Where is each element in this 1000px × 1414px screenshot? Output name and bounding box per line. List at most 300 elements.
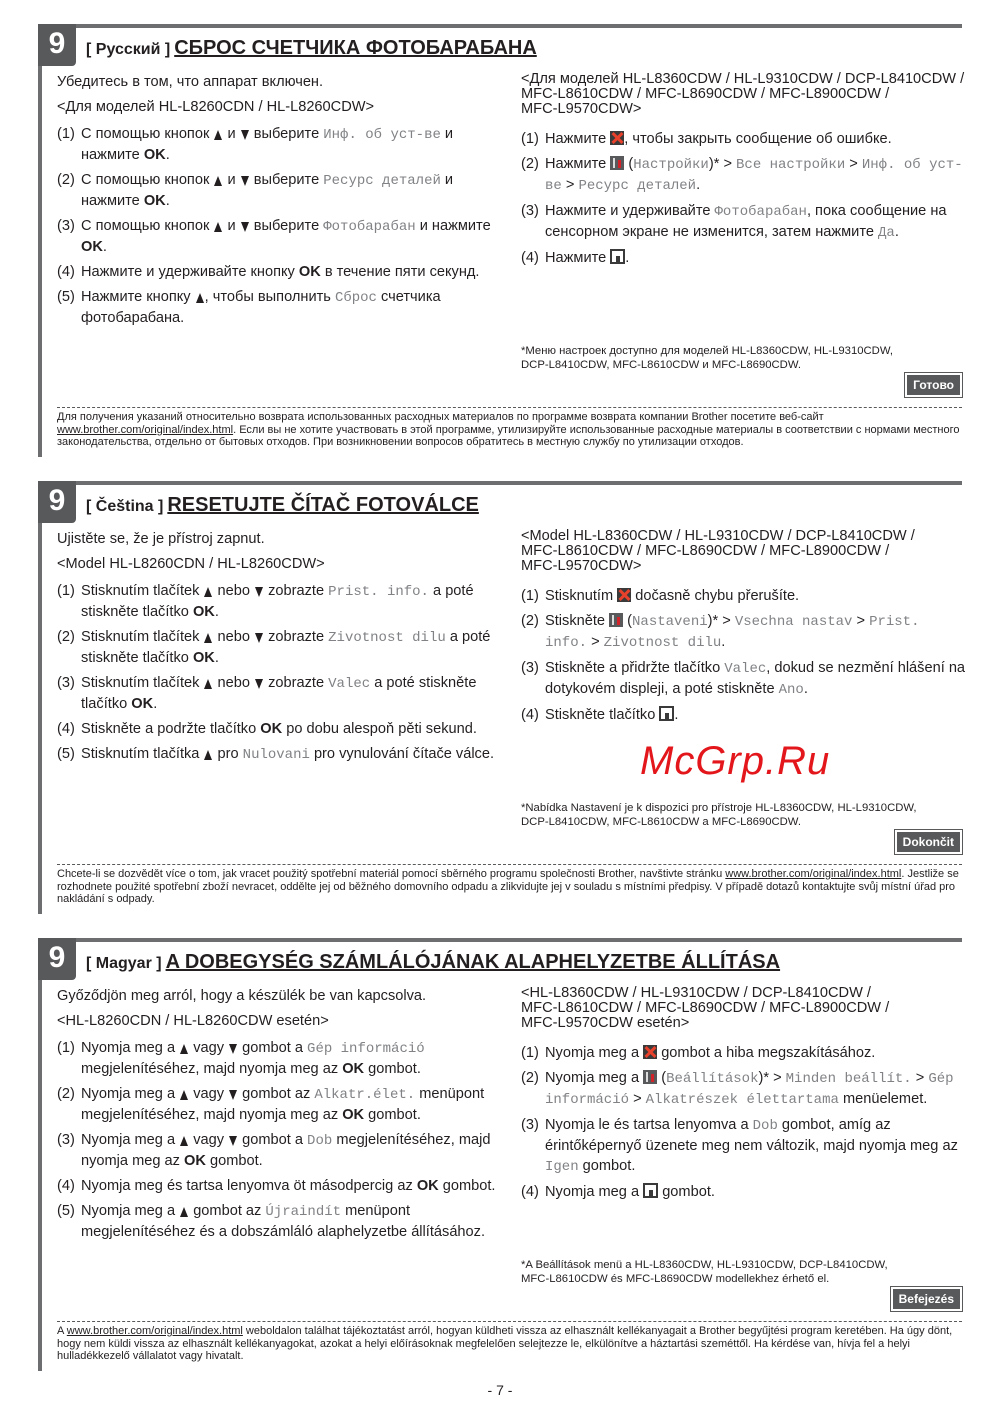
text: zobrazte xyxy=(264,583,329,599)
step-item xyxy=(57,673,507,714)
menu-item-name: Gép információ xyxy=(307,1041,425,1057)
button-name: OK xyxy=(192,604,215,620)
text: . xyxy=(165,147,170,163)
text: gombot a hiba megszakításához. xyxy=(657,1045,876,1061)
step-text xyxy=(81,264,479,280)
up-arrow-icon xyxy=(180,1136,188,1146)
language-label: [ Čeština ] xyxy=(86,498,164,515)
watermark: McGrp.Ru xyxy=(640,739,831,783)
text: Nyomja meg a xyxy=(545,1184,644,1200)
models-panel-right xyxy=(521,986,966,1207)
recycling-notice xyxy=(57,411,962,449)
models-panel-left xyxy=(57,529,507,770)
text: megjelenítéséhez, majd nyomja meg az xyxy=(81,1132,491,1169)
menu-item-name: Все настройки xyxy=(736,157,846,173)
step-item xyxy=(521,586,966,606)
step-item xyxy=(521,129,966,149)
step-number: (1) xyxy=(57,1040,75,1056)
text: > xyxy=(629,1091,646,1107)
step-number: (1) xyxy=(521,1045,539,1061)
text: Stiskněte a přidržte tlačítko xyxy=(545,660,725,676)
text: > xyxy=(845,156,862,172)
text: > xyxy=(911,1070,929,1086)
down-arrow-icon xyxy=(229,1044,237,1054)
footnote: *Nabídka Nastavení je k dispozici pro přístroje HL-L8360CDW, HL-L9310CDW, DCP-L8410CDW, MFC-L8610CDW a MFC-L8690CDW. xyxy=(521,802,917,828)
step-number: (1) xyxy=(57,126,75,142)
menu-item-name: Сброс xyxy=(334,290,377,306)
text: nebo xyxy=(213,629,255,645)
step-text xyxy=(545,1045,875,1061)
menu-item-name: Zivotnost dilu xyxy=(603,635,722,651)
text: и нажмите xyxy=(81,126,454,163)
text: vagy xyxy=(189,1040,229,1056)
step-number: (2) xyxy=(57,629,75,645)
model-list: <HL-L8260CDN / HL-L8260CDW esetén> xyxy=(57,1013,329,1029)
menu-item-name: Alkatr.élet. xyxy=(314,1087,416,1103)
step-text xyxy=(81,629,490,666)
up-arrow-icon xyxy=(214,176,222,186)
text: a poté stiskněte tlačítko xyxy=(81,583,474,620)
step-number: (3) xyxy=(521,1117,539,1133)
text: )* > xyxy=(758,1070,786,1086)
section-title xyxy=(86,951,780,974)
text: , чтобы выполнить xyxy=(204,289,335,305)
step-item xyxy=(57,1201,507,1242)
text: Nyomja le és tartsa lenyomva a xyxy=(545,1117,753,1133)
brother-link[interactable]: www.brother.com/original/index.html xyxy=(57,423,234,436)
dashed-divider xyxy=(57,864,962,865)
text: выберите xyxy=(249,218,324,234)
button-name: OK xyxy=(131,696,154,712)
text: и xyxy=(223,218,240,234)
step-number-badge: 9 xyxy=(38,481,76,523)
text: . xyxy=(721,634,726,650)
menu-item-name: Dob xyxy=(752,1118,778,1134)
step-text xyxy=(81,1086,484,1123)
step-number: (4) xyxy=(521,250,539,266)
text: nebo xyxy=(213,583,255,599)
brother-link[interactable]: www.brother.com/original/index.html xyxy=(725,868,902,880)
text: С помощью кнопок xyxy=(81,218,214,234)
down-arrow-icon xyxy=(255,679,263,689)
step-item xyxy=(521,1068,966,1110)
button-name: OK xyxy=(192,650,215,666)
section-top-rule xyxy=(38,938,962,942)
text: счетчика фотобарабана. xyxy=(81,289,441,326)
step-item xyxy=(57,719,507,739)
step-number: (2) xyxy=(521,1070,539,1086)
menu-item-name: Инф. об уст-ве xyxy=(545,157,963,194)
model-list: <Для моделей HL-L8260CDN / HL-L8260CDW> xyxy=(57,99,375,115)
text: и нажмите xyxy=(81,172,454,209)
step-number: (4) xyxy=(57,721,75,737)
models-panel-right xyxy=(521,529,966,730)
step-text xyxy=(545,156,963,193)
settings-icon xyxy=(610,156,624,170)
text: и нажмите xyxy=(415,218,491,234)
text: , пока сообщение на сенсорном экране не изменится, затем нажмите xyxy=(545,203,947,240)
text: gombot a xyxy=(238,1132,308,1148)
step-number: (4) xyxy=(57,264,75,280)
text: gombot. xyxy=(578,1158,636,1174)
text: . xyxy=(102,239,107,255)
menu-item-name: Beállítások xyxy=(666,1071,759,1087)
up-arrow-icon xyxy=(196,293,204,303)
text: gombot. xyxy=(438,1178,496,1194)
cancel-x-icon xyxy=(610,131,624,145)
section-heading: СБРОС СЧЕТЧИКА ФОТОБАРАБАНА xyxy=(174,37,537,59)
home-icon xyxy=(643,1183,658,1198)
down-arrow-icon xyxy=(241,222,249,232)
text: gombot. xyxy=(364,1107,421,1123)
text: Нажмите кнопку xyxy=(81,289,195,305)
recycling-notice xyxy=(57,868,962,906)
down-arrow-icon xyxy=(255,587,263,597)
text: gombot, amíg az érintőképernyő üzenete meg nem változik, majd nyomja meg az xyxy=(545,1117,958,1154)
step-number: (3) xyxy=(57,675,75,691)
step-number: (4) xyxy=(521,707,539,723)
text: выберите xyxy=(249,126,324,142)
text: Нажмите и удерживайте xyxy=(545,203,715,219)
section-left-rule xyxy=(38,481,42,914)
step-number: (2) xyxy=(57,172,75,188)
text: и xyxy=(223,172,240,188)
text: ( xyxy=(623,613,633,629)
menu-item-name: Valec xyxy=(724,661,767,677)
text: Nyomja meg a xyxy=(81,1203,180,1219)
down-arrow-icon xyxy=(229,1136,237,1146)
step-item xyxy=(57,287,507,328)
up-arrow-icon xyxy=(180,1207,188,1217)
notice-text: Для получения указаний относительно возврата использованных расходных материалов по программе возврата компании Brother посетите веб-сайт xyxy=(57,411,824,423)
up-arrow-icon xyxy=(180,1090,188,1100)
dashed-divider xyxy=(57,1321,962,1322)
section-left-rule xyxy=(38,938,42,1371)
up-arrow-icon xyxy=(214,222,222,232)
menu-item-name: Dob xyxy=(307,1133,333,1149)
text: > xyxy=(561,177,579,193)
text: pro xyxy=(213,746,243,762)
text: gombot. xyxy=(205,1153,263,1169)
section-title xyxy=(86,494,479,517)
step-item xyxy=(57,1084,507,1125)
text: . xyxy=(625,250,630,266)
cancel-x-icon xyxy=(643,1045,657,1059)
text: Nyomja meg a xyxy=(81,1086,180,1102)
step-item xyxy=(521,154,966,196)
step-item xyxy=(521,1182,966,1202)
step-text xyxy=(81,583,474,620)
button-name: OK xyxy=(260,721,283,737)
text: > xyxy=(852,613,870,629)
step-item xyxy=(57,744,507,765)
step-number: (5) xyxy=(57,746,75,762)
step-item xyxy=(57,1130,507,1171)
step-number: (3) xyxy=(57,1132,75,1148)
menu-item-name: Újraindít xyxy=(265,1204,342,1220)
text: Stiskněte a podržte tlačítko xyxy=(81,721,261,737)
text: nebo xyxy=(213,675,255,691)
section-title xyxy=(86,37,537,60)
button-name: OK xyxy=(298,264,321,280)
text: zobrazte xyxy=(264,629,329,645)
text: Nyomja meg és tartsa lenyomva öt másodpercig az xyxy=(81,1178,417,1194)
button-name: OK xyxy=(143,147,166,163)
step-text xyxy=(81,126,453,163)
step-item xyxy=(57,1176,507,1196)
menu-item-name: Ресурс деталей xyxy=(578,178,697,194)
step-number: (3) xyxy=(521,660,539,676)
step-text xyxy=(545,588,799,604)
menu-item-name: Prist. info. xyxy=(545,614,920,651)
models-panel-right xyxy=(521,72,966,273)
step-item xyxy=(57,262,507,282)
step-text xyxy=(81,1132,490,1169)
step-text xyxy=(545,131,892,147)
step-number: (2) xyxy=(521,156,539,172)
model-list: <Model HL-L8360CDW / HL-L9310CDW / DCP-L8410CDW / MFC-L8610CDW / MFC-L8690CDW / MFC-L8900CDW / MFC-L9570CDW> xyxy=(521,528,915,574)
text: Stiskněte tlačítko xyxy=(545,707,660,723)
text: gombot a xyxy=(238,1040,308,1056)
step-text xyxy=(545,1117,958,1174)
settings-icon xyxy=(609,613,623,627)
language-label: [ Русский ] xyxy=(86,41,171,58)
text: . xyxy=(153,696,158,712)
menu-item-name: Настройки xyxy=(633,157,709,173)
text: vagy xyxy=(189,1086,229,1102)
brother-link[interactable]: www.brother.com/original/index.html xyxy=(66,1325,243,1337)
step-item xyxy=(57,627,507,668)
intro-text: Убедитесь в том, что аппарат включен. xyxy=(57,74,324,90)
text: ( xyxy=(657,1070,667,1086)
notice-text: Chcete-li se dozvědět více o tom, jak vracet použitý spotřební materiál pomocí sběrného programu společnosti Brother, navštivte stránku xyxy=(57,868,726,880)
down-arrow-icon xyxy=(255,633,263,643)
text: pro vynulování čítače válce. xyxy=(309,746,495,762)
step-text xyxy=(545,660,965,697)
intro-text: Ujistěte se, že je přístroj zapnut. xyxy=(57,531,265,547)
step-text xyxy=(81,1178,496,1194)
section-2 xyxy=(38,938,962,1371)
text: Stiskněte xyxy=(545,613,610,629)
step-number: (1) xyxy=(57,583,75,599)
text: gombot az xyxy=(189,1203,266,1219)
text: menüelemet. xyxy=(838,1091,928,1107)
menu-item-name: Vsechna nastav xyxy=(734,614,853,630)
text: Stisknutím tlačítek xyxy=(81,629,204,645)
text: , чтобы закрыть сообщение об ошибке. xyxy=(624,131,892,147)
text: . xyxy=(674,707,679,723)
step-text xyxy=(545,613,920,650)
model-list: <Для моделей HL-L8360CDW / HL-L9310CDW / DCP-L8410CDW / MFC-L8610CDW / MFC-L8690CDW / MFC-L8900CDW / MFC-L9570CDW> xyxy=(521,71,965,117)
section-heading: RESETUJTE ČÍTAČ FOTOVÁLCE xyxy=(167,494,479,516)
text: dočasně chybu přerušíte. xyxy=(631,588,800,604)
notice-text: . Jestliže se rozhodnete použité spotřební zboží nevracet, oddělte jej od běžného domovního odpadu a zlikvidujte jej v souladu s místními předpisy. V případě dotazů kontaktujte svůj místní úřad pro nakládání s odpady. xyxy=(57,868,959,905)
down-arrow-icon xyxy=(229,1090,237,1100)
text: . xyxy=(803,681,808,697)
text: )* > xyxy=(707,613,735,629)
step-item xyxy=(521,248,966,268)
section-heading: A DOBEGYSÉG SZÁMLÁLÓJÁNAK ALAPHELYZETBE ÁLLÍTÁSA xyxy=(165,951,781,973)
menu-item-name: Nastaveni xyxy=(632,614,708,630)
step-text xyxy=(545,1184,715,1200)
notice-text: . Если вы не хотите участвовать в этой программе, утилизируйте использованные расходные материалы в соответствии с нормами местного законодательства, отдельно от бытовых отходов. При возникновении вопросов обратитесь в местную службу по утилизации отходов. xyxy=(57,423,960,448)
menu-item-name: Инф. об уст-ве xyxy=(323,127,441,143)
step-number: (1) xyxy=(521,588,539,604)
button-name: OK xyxy=(143,193,166,209)
step-number: (5) xyxy=(57,289,75,305)
menu-item-name: Minden beállít. xyxy=(785,1071,912,1087)
text: megjelenítéséhez, majd nyomja meg az xyxy=(81,1061,343,1077)
text: Nyomja meg a xyxy=(545,1045,644,1061)
text: . xyxy=(696,177,701,193)
section-top-rule xyxy=(38,481,962,485)
text: gombot. xyxy=(364,1061,421,1077)
menu-item-name: Фотобарабан xyxy=(714,204,807,220)
menu-item-name: Prist. info. xyxy=(328,584,429,600)
text: выберите xyxy=(249,172,324,188)
step-text xyxy=(81,746,494,762)
step-number: (5) xyxy=(57,1203,75,1219)
step-item xyxy=(57,1038,507,1079)
step-item xyxy=(521,1043,966,1063)
text: . xyxy=(165,193,170,209)
up-arrow-icon xyxy=(180,1044,188,1054)
button-name: OK xyxy=(416,1178,439,1194)
text: Stisknutím tlačítka xyxy=(81,746,204,762)
text: a poté stiskněte tlačítko xyxy=(81,629,491,666)
home-icon xyxy=(610,249,625,264)
step-number: (3) xyxy=(57,218,75,234)
models-panel-left xyxy=(57,986,507,1247)
text: Stisknutím tlačítek xyxy=(81,583,204,599)
step-text xyxy=(545,203,947,240)
text: Stisknutím xyxy=(545,588,618,604)
step-item xyxy=(521,705,966,725)
step-item xyxy=(57,581,507,622)
settings-icon xyxy=(643,1070,657,1084)
step-number: (2) xyxy=(521,613,539,629)
text: . xyxy=(214,604,219,620)
menu-item-name: Ресурс деталей xyxy=(323,173,441,189)
down-arrow-icon xyxy=(241,130,249,140)
text: С помощью кнопок xyxy=(81,126,214,142)
menu-item-name: Zivotnost dilu xyxy=(328,630,446,646)
step-item xyxy=(521,611,966,653)
text: menüpont megjelenítéséhez és a dobszámláló alaphelyzetbe állításához. xyxy=(81,1203,486,1240)
button-name: OK xyxy=(342,1061,365,1077)
menu-item-name: Valec xyxy=(328,676,371,692)
section-0 xyxy=(38,24,965,457)
step-text xyxy=(81,289,441,326)
dashed-divider xyxy=(57,407,962,408)
step-text xyxy=(81,1040,425,1077)
menu-item-name: Igen xyxy=(545,1159,579,1175)
up-arrow-icon xyxy=(204,750,212,760)
done-button: Befejezés xyxy=(891,1287,962,1311)
text: po dobu alespoň pěti sekund. xyxy=(282,721,477,737)
down-arrow-icon xyxy=(241,176,249,186)
step-number: (3) xyxy=(521,203,539,219)
menu-item-name: Да xyxy=(878,225,895,241)
step-item xyxy=(521,201,966,243)
models-panel-left xyxy=(57,72,507,333)
step-item xyxy=(521,658,966,700)
text: menüpont megjelenítéséhez, majd nyomja meg az xyxy=(81,1086,485,1123)
home-icon xyxy=(659,706,674,721)
notice-text: weboldalon találhat tájékoztatást arról, hogyan küldheti vissza az elhasznált kellékanyagait a Brother begyűjtési program keretében. Ha úgy dönt, hogy nem küldi vissza az elhasznált kellékanyagokat, azokat a helyi előírásoknak megfelelően selejtezze le, elkülönítve a háztartási szeméttől. Ha kérdése van, hívja fel a helyi hulladékkezelő vállalatot vagy hivatalt. xyxy=(57,1325,953,1362)
step-number: (4) xyxy=(521,1184,539,1200)
cancel-x-icon xyxy=(617,588,631,602)
text: > xyxy=(587,634,604,650)
done-button: Готово xyxy=(905,373,962,397)
up-arrow-icon xyxy=(204,633,212,643)
text: Nyomja meg a xyxy=(81,1132,180,1148)
step-number-badge: 9 xyxy=(38,24,76,66)
footnote: *A Beállítások menü a HL-L8360CDW, HL-L9310CDW, DCP-L8410CDW, MFC-L8610CDW és MFC-L8690CDW modellekhez érhető el. xyxy=(521,1259,888,1285)
step-item xyxy=(57,124,507,165)
text: Nyomja meg a xyxy=(545,1070,644,1086)
button-name: OK xyxy=(184,1153,206,1169)
menu-item-name: Ano xyxy=(778,682,804,698)
text: Нажмите и удерживайте кнопку xyxy=(81,264,299,280)
step-text xyxy=(81,1203,485,1240)
text: в течение пяти секунд. xyxy=(320,264,480,280)
text: . xyxy=(894,224,899,240)
section-left-rule xyxy=(38,24,42,457)
step-text xyxy=(545,707,678,723)
text: ( xyxy=(624,156,634,172)
notice-text: A xyxy=(57,1325,67,1337)
step-number-badge: 9 xyxy=(38,938,76,980)
text: gombot. xyxy=(658,1184,715,1200)
up-arrow-icon xyxy=(204,587,212,597)
step-text xyxy=(81,218,491,255)
menu-item-name: Alkatrészek élettartama xyxy=(645,1092,839,1108)
step-text xyxy=(81,675,476,712)
model-list: <HL-L8360CDW / HL-L9310CDW / DCP-L8410CDW / MFC-L8610CDW / MFC-L8690CDW / MFC-L8900CDW / MFC-L9570CDW esetén> xyxy=(521,985,890,1031)
text: vagy xyxy=(189,1132,229,1148)
up-arrow-icon xyxy=(214,130,222,140)
text: a poté stiskněte tlačítko xyxy=(81,675,477,712)
text: . xyxy=(214,650,219,666)
section-top-rule xyxy=(38,24,962,28)
menu-item-name: Фотобарабан xyxy=(323,219,416,235)
intro-text: Győződjön meg arról, hogy a készülék be van kapcsolva. xyxy=(57,988,427,1004)
footnote: *Меню настроек доступно для моделей HL-L8360CDW, HL-L9310CDW, DCP-L8410CDW, MFC-L8610CDW и MFC-L8690CDW. xyxy=(521,345,894,371)
step-number: (1) xyxy=(521,131,539,147)
text: С помощью кнопок xyxy=(81,172,214,188)
text: Нажмите xyxy=(545,156,611,172)
text: zobrazte xyxy=(264,675,329,691)
page-number: - 7 - xyxy=(487,1382,513,1398)
step-item xyxy=(57,170,507,211)
menu-item-name: Gép információ xyxy=(545,1071,954,1108)
model-list: <Model HL-L8260CDN / HL-L8260CDW> xyxy=(57,556,325,572)
recycling-notice xyxy=(57,1325,962,1363)
button-name: OK xyxy=(342,1107,365,1123)
text: , dokud se nezmění hlášení na dotykovém displeji, a poté stiskněte xyxy=(545,660,966,697)
section-1 xyxy=(38,481,966,914)
button-name: OK xyxy=(81,239,103,255)
step-text xyxy=(545,1070,954,1107)
language-label: [ Magyar ] xyxy=(86,955,162,972)
step-number: (4) xyxy=(57,1178,75,1194)
menu-item-name: Nulovani xyxy=(242,747,310,763)
text: Nyomja meg a xyxy=(81,1040,180,1056)
step-number: (2) xyxy=(57,1086,75,1102)
text: и xyxy=(223,126,240,142)
up-arrow-icon xyxy=(204,679,212,689)
